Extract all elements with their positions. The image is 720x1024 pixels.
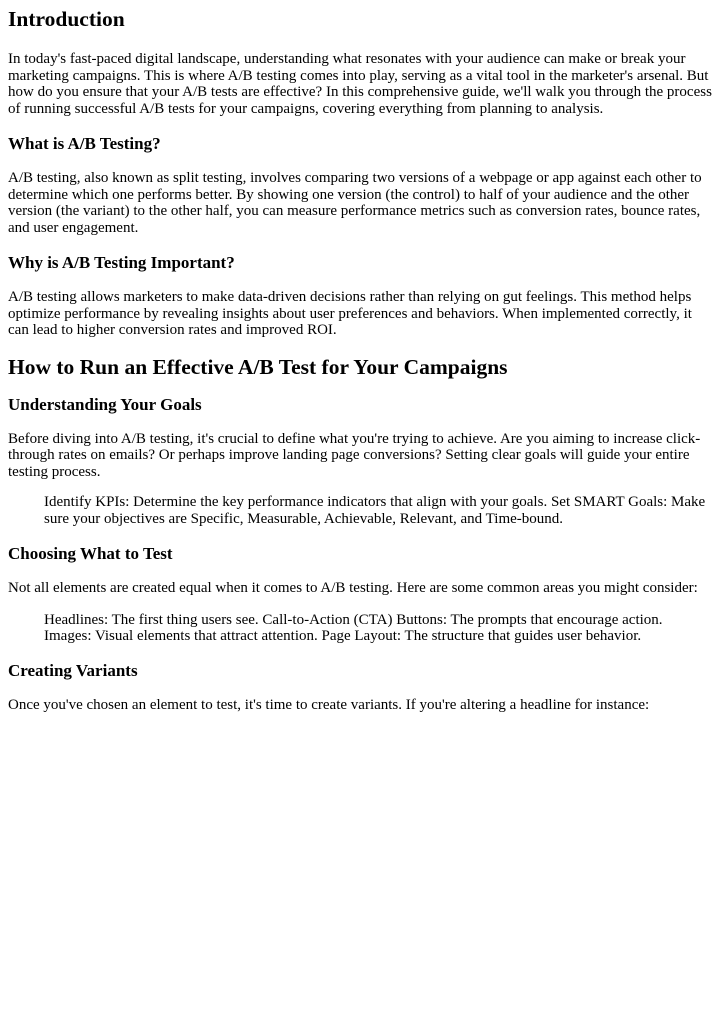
why-important-paragraph: A/B testing allows marketers to make data-driven decisions rather than relying on gut feelings. This method helps optimize performance by revealing insights about user preferences and behaviors. When implemented correctly, it can lead to higher conversion rates and improved ROI. <box>8 289 692 338</box>
what-is-ab-testing-paragraph: A/B testing, also known as split testing, involves comparing two versions of a webpage or app against each other to determine which one performs better. By showing one version (the control) to half of your audience and the other version (the variant) to the other half, you can measure performance metrics such as conversion rates, bounce rates, and user engagement. <box>8 170 702 236</box>
variants-paragraph: Once you've chosen an element to test, it's time to create variants. If you're altering a headline for instance: <box>8 696 650 713</box>
goals-heading: Understanding Your Goals <box>8 394 202 414</box>
goals-paragraph: Before diving into A/B testing, it's crucial to define what you're trying to achieve. Are you aiming to increase click-through rates on emails? Or perhaps improve landing page conversions? Setting clear goals will guide your entire testing process. <box>8 430 701 480</box>
choose-paragraph: Not all elements are created equal when it comes to A/B testing. Here are some common areas you might consider: <box>8 580 698 596</box>
choose-heading: Choosing What to Test <box>8 544 173 563</box>
variants-heading: Creating Variants <box>8 660 138 680</box>
what-is-ab-testing-heading: What is A/B Testing? <box>8 134 161 153</box>
goals-quote: Identify KPIs: Determine the key performance indicators that align with your goals. Set SMART Goals: Make sure your objectives are Specific, Measurable, Achievable, Relevant, and Time-bound. <box>44 494 706 527</box>
choose-quote: Headlines: The first thing users see. Call-to-Action (CTA) Buttons: The prompts that encourage action. Images: Visual elements that attract attention. Page Layout: The structure that guides user behavior. <box>44 611 663 644</box>
document <box>0 7 720 713</box>
intro-paragraph: In today's fast-paced digital landscape, understanding what resonates with your audience can make or break your marketing campaigns. This is where A/B testing comes into play, serving as a vital tool in the marketer's arsenal. But how do you ensure that your A/B tests are effective? In this comprehensive guide, we'll walk you through the process of running successful A/B tests for your campaigns, covering everything from planning to analysis. <box>8 51 712 117</box>
intro-title: Introduction <box>8 7 125 31</box>
howto-title: How to Run an Effective A/B Test for Your Campaigns <box>8 354 508 379</box>
why-important-heading: Why is A/B Testing Important? <box>8 253 235 272</box>
